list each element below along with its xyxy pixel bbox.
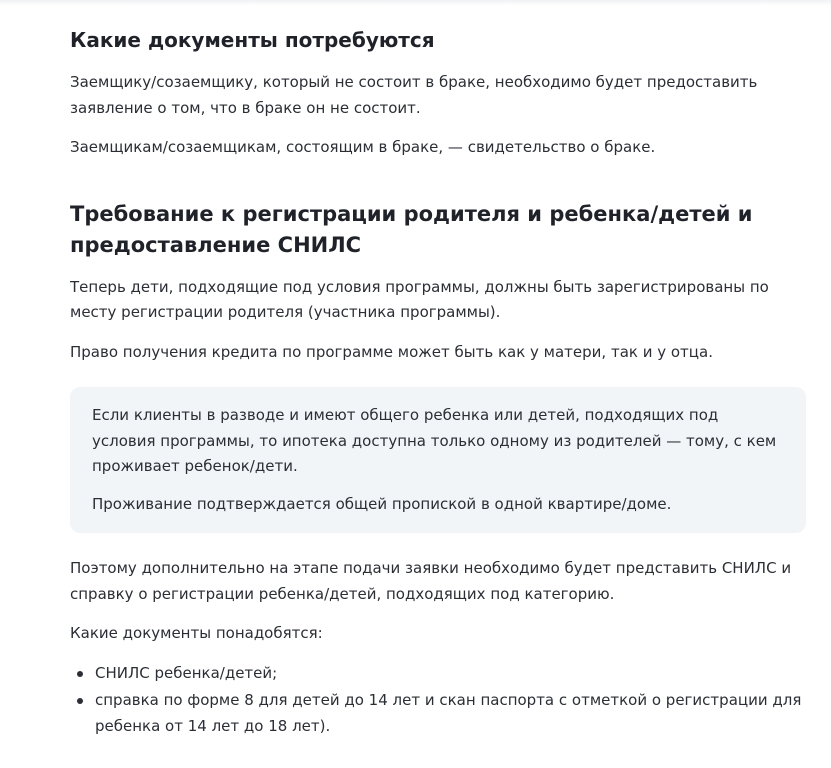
list-item-text: справка по форме 8 для детей до 14 лет и скан паспорта с отметкой о регистрации для ребенка от 14 лет до 18 лет). [95, 691, 802, 735]
list-item [70, 661, 810, 687]
section-heading-registration: Требование к регистрации родителя и ребенка/детей и предоставление СНИЛС [70, 201, 753, 257]
section-heading-documents: Какие документы потребуются [70, 28, 435, 52]
top-divider [0, 0, 831, 6]
paragraph-documents-needed: Какие документы понадобятся: [70, 624, 323, 642]
info-callout [70, 387, 806, 533]
list-item-text: СНИЛС ребенка/детей; [95, 663, 278, 682]
list-item [70, 688, 810, 739]
paragraph-children-registration: Теперь дети, подходящие под условия программы, должны быть зарегистрированы по месту регистрации родителя (участника программы). [70, 277, 769, 321]
paragraph-marriage-certificate: Заемщикам/созаемщикам, состоящим в браке, — свидетельство о браке. [70, 138, 656, 156]
paragraph-unmarried-statement: Заемщику/созаемщику, который не состоит в браке, необходимо будет предоставить заявление о том, что в браке он не состоит. [70, 73, 758, 117]
bullet-dot-icon [77, 698, 83, 704]
callout-divorce-text: Если клиенты в разводе и имеют общего ребенка или детей, подходящих под условия программы, то ипотека доступна только одному из родителей — тому, с кем проживает ребенок/дети. [92, 406, 777, 475]
callout-residence-text: Проживание подтверждается общей пропиской в одной квартире/доме. [92, 494, 672, 513]
bullet-dot-icon [77, 671, 83, 677]
paragraph-snils-requirement: Поэтому дополнительно на этапе подачи заявки необходимо будет представить СНИЛС и справку о регистрации ребенка/детей, подходящих под категорию. [70, 559, 792, 603]
article-content [70, 26, 810, 739]
documents-list [70, 661, 810, 740]
paragraph-credit-right: Право получения кредита по программе может быть как у матери, так и у отца. [70, 342, 713, 361]
